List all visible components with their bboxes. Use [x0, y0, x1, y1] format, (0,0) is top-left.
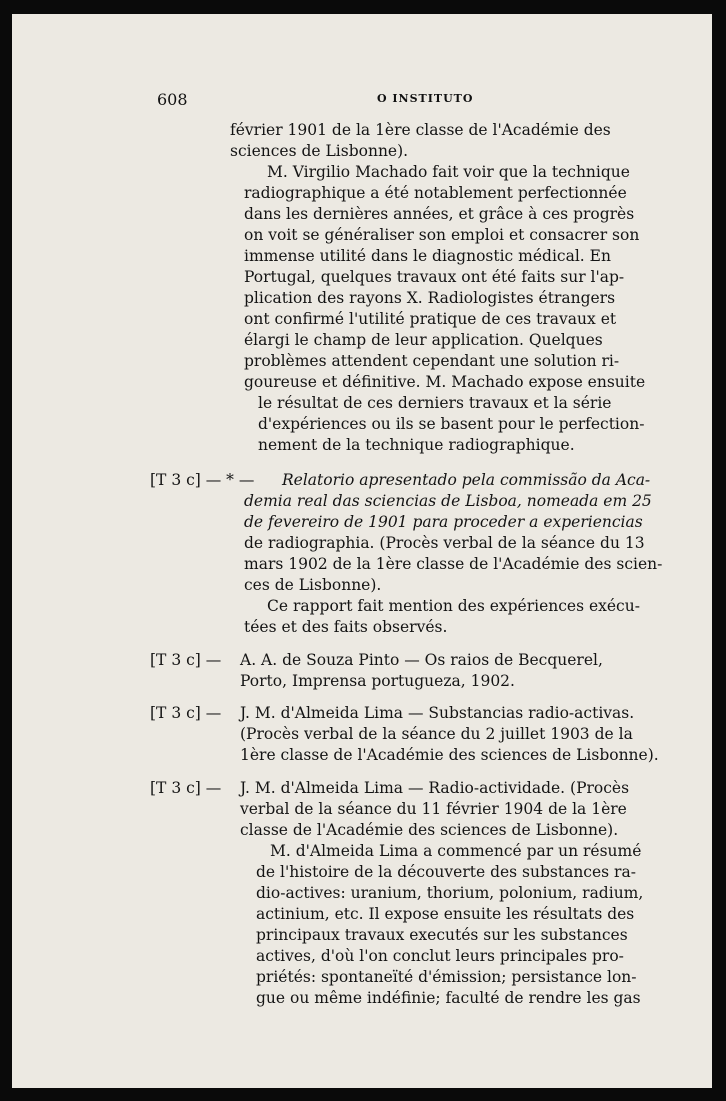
book-page	[12, 14, 712, 1088]
classification-tag: [T 3 c] —	[150, 651, 222, 669]
text-line: J. M. d'Almeida Lima — Substancias radio-activas.	[240, 704, 635, 722]
text-line: M. d'Almeida Lima a commencé par un résumé	[270, 842, 642, 860]
text-line: radiographique a été notablement perfectionnée	[244, 184, 627, 202]
text-line: goureuse et définitive. M. Machado expose ensuite	[244, 373, 646, 391]
text-line: verbal de la séance du 11 février 1904 de la 1ère	[240, 800, 627, 818]
text-line: plication des rayons X. Radiologistes étrangers	[244, 289, 616, 307]
text-line: A. A. de Souza Pinto — Os raios de Becquerel,	[240, 651, 603, 669]
text-line: actinium, etc. Il expose ensuite les résultats des	[256, 905, 635, 923]
text-line: problèmes attendent cependant une solution ri-	[244, 352, 620, 370]
text-line: Relatorio apresentado pela commissão da Aca-	[282, 471, 651, 489]
text-line: mars 1902 de la 1ère classe de l'Académie des scien-	[244, 555, 663, 573]
text-line: actives, d'où l'on conclut leurs principales pro-	[256, 947, 624, 965]
text-line: ces de Lisbonne).	[244, 576, 382, 594]
text-line: (Procès verbal de la séance du 2 juillet 1903 de la	[240, 725, 633, 743]
running-title: O INSTITUTO	[377, 92, 474, 105]
text-line: J. M. d'Almeida Lima — Radio-actividade. (Procès	[240, 779, 630, 797]
text-line: dio-actives: uranium, thorium, polonium, radium,	[256, 884, 644, 902]
text-line: de fevereiro de 1901 para proceder a experiencias	[244, 513, 643, 531]
page-header	[157, 90, 677, 114]
text-line: tées et des faits observés.	[244, 618, 448, 636]
text-line: on voit se généraliser son emploi et consacrer son	[244, 226, 640, 244]
text-line: de radiographia. (Procès verbal de la séance du 13	[244, 534, 645, 552]
classification-tag: [T 3 c] —	[150, 779, 222, 797]
text-line: principaux travaux executés sur les substances	[256, 926, 628, 944]
text-line: d'expériences ou ils se basent pour le perfection-	[258, 415, 645, 433]
text-line: classe de l'Académie des sciences de Lisbonne).	[240, 821, 619, 839]
text-line: immense utilité dans le diagnostic médical. En	[244, 247, 611, 265]
text-line: le résultat de ces derniers travaux et la série	[258, 394, 612, 412]
text-line: M. Virgilio Machado fait voir que la technique	[267, 163, 630, 181]
text-line: Porto, Imprensa portugueza, 1902.	[240, 672, 515, 690]
text-line: ont confirmé l'utilité pratique de ces travaux et	[244, 310, 617, 328]
text-line: gue ou même indéfinie; faculté de rendre les gas	[256, 989, 641, 1007]
classification-tag: [T 3 c] —	[150, 704, 222, 722]
text-line: Ce rapport fait mention des expériences exécu-	[267, 597, 640, 615]
text-line: février 1901 de la 1ère classe de l'Académie des	[230, 121, 611, 139]
text-line: de l'histoire de la découverte des substances ra-	[256, 863, 636, 881]
text-line: élargi le champ de leur application. Quelques	[244, 331, 603, 349]
text-line: nement de la technique radiographique.	[258, 436, 575, 454]
text-line: priétés: spontaneïté d'émission; persistance lon-	[256, 968, 637, 986]
classification-tag: [T 3 c] — * —	[150, 471, 255, 489]
text-line: dans les dernières années, et grâce à ces progrès	[244, 205, 635, 223]
page-number: 608	[157, 90, 188, 109]
text-line: 1ère classe de l'Académie des sciences de Lisbonne).	[240, 746, 659, 764]
text-line: Portugal, quelques travaux ont été faits sur l'ap-	[244, 268, 625, 286]
text-line: demia real das sciencias de Lisboa, nomeada em 25	[244, 492, 652, 510]
text-line: sciences de Lisbonne).	[230, 142, 409, 160]
